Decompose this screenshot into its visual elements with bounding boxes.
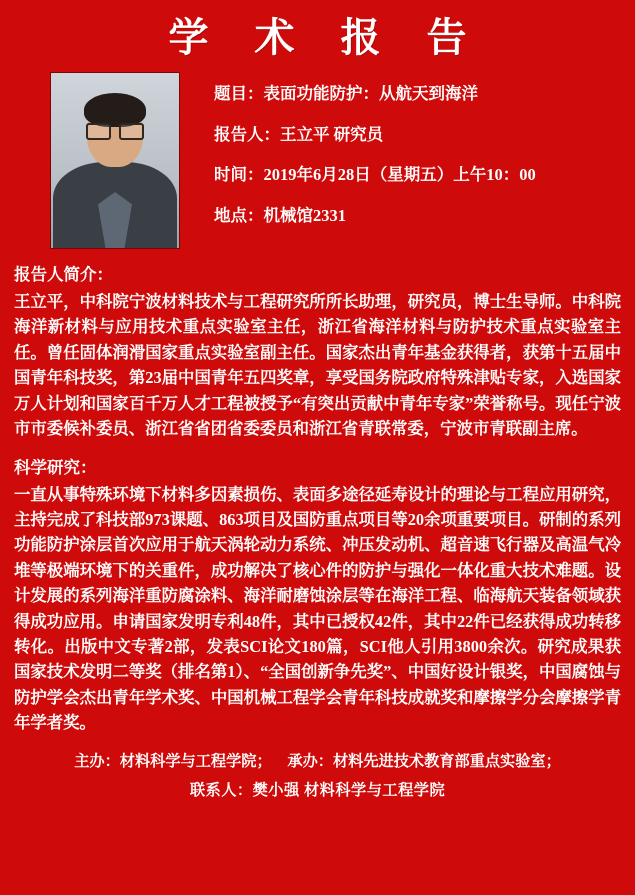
research-paragraph: 一直从事特殊环境下材料多因素损伤、表面多途径延寿设计的理论与工程应用研究，主持完成了科技部973课题、863项目及国防重点项目等20余项重要项目。研制的系列功能防护涂层首次应用于航天涡轮动力系统、冲压发动机、超音速飞行器及高温气冷堆等极端环境下的关重件，成功解决了核心件的防护与强化一体化重大技术难题。设计发展的系列海洋重防腐涂料、海洋耐磨蚀涂层等在海洋工程、临海航天装备领域获得成功应用。申请国家发明专利48件，其中已授权42件，其中22件已经获得成功转移转化。出版中文专著2部，发表SCI论文180篇，SCI他人引用3800余次。研究成果获国家技术发明二等奖（排名第1）、“全国创新争先奖”、中国好设计银奖，中国腐蚀与防护学会杰出青年学术奖、中国机械工程学会青年科技成就奖和摩擦学分会摩擦学青年学者奖。 — [14, 484, 621, 733]
glasses-icon — [86, 123, 144, 137]
research-section — [0, 454, 635, 736]
footer-line-1 — [0, 748, 635, 777]
research-heading: 科学研究： — [14, 457, 97, 477]
talk-details — [214, 72, 536, 224]
speaker-photo — [50, 72, 180, 249]
footer-block — [0, 748, 635, 806]
talk-speaker: 报告人：王立平 研究员 — [214, 124, 384, 144]
intro-section — [0, 261, 635, 442]
photo-hair — [84, 93, 146, 127]
talk-time: 时间：2019年6月28日（星期五）上午10：00 — [214, 165, 536, 184]
talk-topic: 题目：表面功能防护：从航天到海洋 — [214, 84, 478, 103]
footer-contact: 联系人：樊小强 材料科学与工程学院 — [189, 781, 446, 799]
talk-location: 地点：机械馆2331 — [214, 205, 346, 225]
intro-paragraph: 王立平，中科院宁波材料技术与工程研究所所长助理，研究员，博士生导师。中科院海洋新材料与应用技术重点实验室主任，浙江省海洋材料与防护技术重点实验室主任。曾任固体润滑国家重点实验室副主任。国家杰出青年基金获得者，获第十五届中国青年科技奖，第23届中国青年五四奖章，享受国务院政府特殊津贴专家，入选国家万人计划和国家百千万人才工程被授予“有突出贡献中青年专家”荣誉称号。现任宁波市市委候补委员、浙江省省团省委委员和浙江省青联常委，宁波市青联副主席。 — [14, 292, 621, 439]
header-block — [0, 62, 635, 249]
page-title: 学 术 报 告 — [168, 15, 485, 60]
intro-heading: 报告人简介： — [14, 265, 113, 284]
footer-host: 主办：材料科学与工程学院； — [74, 752, 272, 770]
footer-organizer: 承办：材料先进技术教育部重点实验室； — [287, 752, 561, 770]
